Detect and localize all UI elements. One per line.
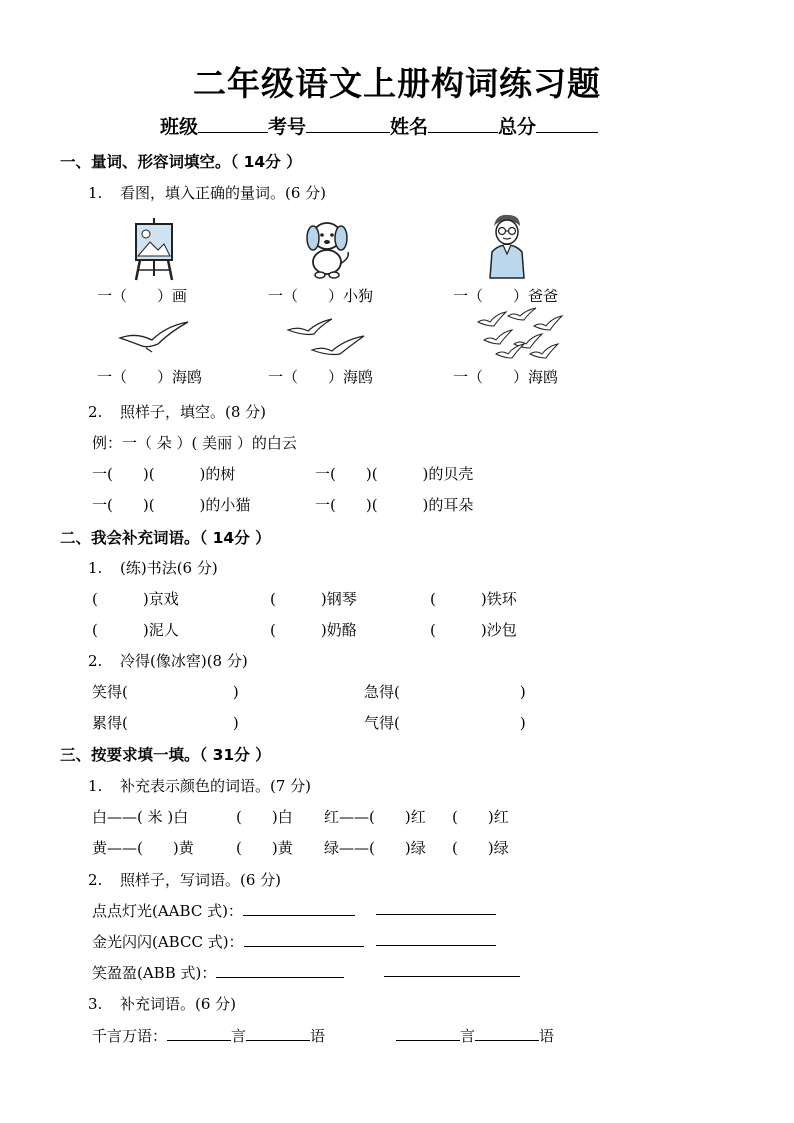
answer-blank[interactable]: [243, 901, 355, 916]
idiom-row: [92, 1025, 325, 1046]
color-item: 白——( 米 )白: [92, 808, 189, 826]
q2-item-shell: 一( )( )的贝壳: [315, 465, 474, 483]
q-text: 看图，填入正确的量词。(6 分): [120, 184, 327, 202]
color-item: ( )绿: [452, 839, 509, 857]
section3-q1: [88, 775, 311, 796]
pattern-label: 点点灯光(AABC 式)：: [92, 902, 243, 920]
section2-q1: [88, 557, 218, 578]
s2q1-item: ( )京戏: [92, 590, 179, 608]
color-item: ( )黄: [236, 839, 293, 857]
score-label: 总分: [498, 116, 537, 138]
q-number: 1.: [88, 559, 103, 577]
name-field[interactable]: [428, 114, 498, 133]
section3-q3: [88, 993, 236, 1014]
char-yu: 语: [310, 1027, 326, 1045]
pattern-aabc: [92, 900, 355, 921]
s2q2-item-tired: 累得( ): [92, 714, 239, 732]
answer-blank[interactable]: [396, 1026, 460, 1041]
color-item: 绿——( )绿: [324, 839, 426, 857]
s2q1-item: ( )钢琴: [270, 590, 357, 608]
section3-heading: 三、按要求填一填。（ 31分 ）: [60, 746, 271, 764]
color-item: ( )白: [236, 808, 293, 826]
q-number: 1.: [88, 777, 103, 795]
score-field[interactable]: [536, 114, 598, 133]
q-number: 1.: [88, 184, 103, 202]
q1-item-seagull-many: 一（ ）海鸥: [453, 368, 559, 386]
q1-item-dad: 一（ ）爸爸: [453, 287, 559, 305]
color-item: ( )红: [452, 808, 509, 826]
q-number: 3.: [88, 995, 103, 1013]
s2q2-item-anxious: 急得( ): [364, 683, 526, 701]
s2q1-item: ( )铁环: [430, 590, 517, 608]
q-number: 2.: [88, 652, 103, 670]
section1-q2: [88, 401, 266, 422]
class-label: 班级: [160, 116, 199, 138]
pattern-abb: [92, 962, 344, 983]
idiom-example: 千言万语：: [92, 1027, 168, 1045]
one-seagull-icon: [118, 318, 190, 356]
q2-example: 例：一（ 朵 ）( 美丽 ）的白云: [92, 434, 297, 452]
color-item: 红——( )红: [324, 808, 426, 826]
exam-no-label: 考号: [268, 116, 307, 138]
easel-painting-icon: [132, 216, 176, 282]
pattern-abcc: [92, 931, 364, 952]
char-yan: 言: [460, 1027, 476, 1045]
idiom-row-2: [396, 1025, 554, 1046]
name-label: 姓名: [390, 116, 429, 138]
color-item: 黄——( )黄: [92, 839, 194, 857]
dad-icon: [484, 212, 530, 280]
q-text: 冷得(像冰窖)(8 分): [120, 652, 248, 670]
q1-item-seagull-2: 一（ ）海鸥: [268, 368, 374, 386]
q2-item-tree: 一( )( )的树: [92, 465, 236, 483]
pattern-label: 笑盈盈(ABB 式)：: [92, 964, 217, 982]
q-text: 补充词语。(6 分): [120, 995, 237, 1013]
student-info-line: [160, 112, 598, 139]
s2q2-item-angry: 气得( ): [364, 714, 526, 732]
char-yan: 言: [231, 1027, 247, 1045]
section2-q2: [88, 650, 248, 671]
q1-item-puppy: 一（ ）小狗: [268, 287, 374, 305]
exam-no-field[interactable]: [306, 114, 390, 133]
q1-item-painting: 一（ ）画: [97, 287, 188, 305]
answer-blank[interactable]: [244, 932, 364, 947]
answer-blank[interactable]: [167, 1026, 231, 1041]
page-title: 二年级语文上册构词练习题: [193, 64, 601, 103]
q-text: 补充表示颜色的词语。(7 分): [120, 777, 312, 795]
two-seagulls-icon: [286, 316, 368, 360]
q-text: (练)书法(6 分): [120, 559, 218, 577]
section1-heading: 一、量词、形容词填空。（ 14分 ）: [60, 153, 302, 171]
answer-blank[interactable]: [376, 931, 496, 946]
s2q1-item: ( )泥人: [92, 621, 179, 639]
section1-q1: [88, 182, 326, 203]
q-text: 照样子，写词语。(6 分): [120, 871, 282, 889]
puppy-icon: [300, 214, 354, 280]
q-number: 2.: [88, 871, 103, 889]
pattern-label: 金光闪闪(ABCC 式)：: [92, 933, 244, 951]
q2-item-ear: 一( )( )的耳朵: [315, 496, 474, 514]
answer-blank[interactable]: [384, 962, 520, 977]
answer-blank[interactable]: [216, 963, 344, 978]
s2q2-item-laugh: 笑得( ): [92, 683, 239, 701]
answer-blank[interactable]: [376, 900, 496, 915]
s2q1-item: ( )奶酪: [270, 621, 357, 639]
char-yu: 语: [539, 1027, 555, 1045]
section2-heading: 二、我会补充词语。（ 14分 ）: [60, 529, 271, 547]
q-number: 2.: [88, 403, 103, 421]
answer-blank[interactable]: [246, 1026, 310, 1041]
section3-q2: [88, 869, 281, 890]
many-seagulls-icon: [474, 306, 566, 364]
class-field[interactable]: [198, 114, 268, 133]
q1-item-seagull-1: 一（ ）海鸥: [97, 368, 203, 386]
s2q1-item: ( )沙包: [430, 621, 517, 639]
q2-item-cat: 一( )( )的小猫: [92, 496, 251, 514]
answer-blank[interactable]: [475, 1026, 539, 1041]
q-text: 照样子，填空。(8 分): [120, 403, 267, 421]
